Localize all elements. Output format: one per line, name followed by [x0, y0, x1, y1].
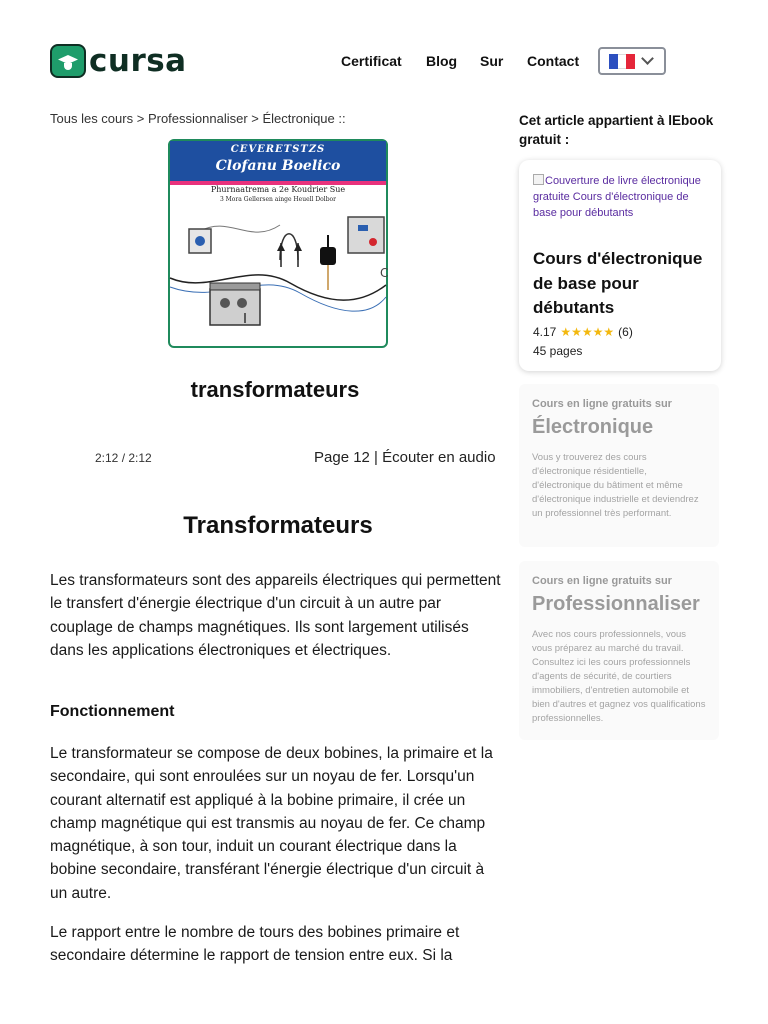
- course-category-label: Cours en ligne gratuits sur: [532, 398, 672, 410]
- page-title: Transformateurs: [183, 512, 373, 539]
- ebook-cover-image: [168, 139, 388, 348]
- ebook-cover-image[interactable]: [533, 173, 713, 221]
- course-category-title[interactable]: Électronique: [532, 416, 654, 438]
- audio-player-time[interactable]: 2:12 / 2:12: [95, 451, 152, 465]
- lesson-title-small: transformateurs: [190, 377, 360, 402]
- cover-title-line1: CEVERETSTZS: [230, 144, 326, 155]
- paragraph-ratio: Le rapport entre le nombre de tours des bobines primaire et secondaire détermine le rapport de tension entre eux. Si la: [50, 924, 460, 965]
- cursa-logo[interactable]: [50, 44, 187, 78]
- svg-text:C: C: [380, 266, 389, 280]
- breadcrumb-electronique[interactable]: Électronique ::: [262, 111, 346, 126]
- cover-title-band: [170, 141, 386, 181]
- star-rating-icon: ★★★★★: [560, 325, 615, 339]
- cover-title-line2: Clofanu Boelico: [215, 158, 341, 174]
- breadcrumb-separator: >: [251, 111, 259, 126]
- rating-value: 4.17: [533, 325, 557, 339]
- graduation-cap-icon: [50, 44, 86, 78]
- ebook-image-alt-text: Couverture de livre électronique gratuite Cours d'électronique de base pour débutants: [533, 175, 701, 219]
- site-header: [0, 0, 768, 120]
- ebook-rating: [533, 325, 633, 339]
- nav-contact[interactable]: Contact: [527, 53, 580, 69]
- breadcrumb: [50, 111, 346, 126]
- course-category-professionnaliser[interactable]: [519, 561, 719, 740]
- nav-certificat[interactable]: Certificat: [341, 53, 402, 69]
- course-category-title[interactable]: Professionnaliser: [532, 593, 700, 615]
- section-heading-fonctionnement: Fonctionnement: [50, 703, 175, 720]
- sidebar-heading: Cet article appartient à lEbook gratuit :: [519, 113, 714, 147]
- circuit-illustration: [170, 205, 389, 346]
- cover-subtitle-line2: 3 Mora Gellersen ainge Heuell Dolbor: [219, 196, 337, 203]
- course-category-label: Cours en ligne gratuits sur: [532, 575, 672, 587]
- rating-count: (6): [618, 325, 633, 339]
- course-category-description: Vous y trouverez des cours d'électronique résidentielle, d'électronique du bâtiment et même d'électronique industrielle et deviendrez un professionnel très performant.: [532, 452, 699, 519]
- ebook-title[interactable]: Cours d'électronique de base pour débutants: [533, 249, 703, 317]
- nav-blog[interactable]: Blog: [426, 53, 458, 69]
- nav-sur[interactable]: Sur: [480, 53, 504, 69]
- ebook-page-count: 45 pages: [533, 344, 583, 358]
- listen-audio-link[interactable]: Page 12 | Écouter en audio: [314, 449, 496, 466]
- france-flag-icon: [609, 54, 635, 69]
- course-category-description: Avec nos cours professionnels, vous vous préparez au marché du travail. Consultez ici les cours professionnels d'agents de sécurité, de courtiers immobiliers, d'entretien automobile et bien d'autres et gagnez vos qualifications professionnelles.: [532, 629, 706, 724]
- logo-text: cursa: [89, 42, 187, 79]
- chevron-down-icon: [641, 52, 654, 65]
- ebook-card[interactable]: [519, 160, 721, 371]
- language-selector[interactable]: [598, 47, 666, 75]
- paragraph-intro: Les transformateurs sont des appareils électriques qui permettent le transfert d'énergie électrique d'un circuit à un autre par couplage de champs magnétiques. Ils sont largement utilisés dans les applications électroniques et électriques.: [50, 572, 501, 659]
- breadcrumb-professionnaliser[interactable]: Professionnaliser: [147, 111, 248, 126]
- breadcrumb-all-courses[interactable]: Tous les cours: [50, 111, 134, 126]
- broken-image-icon: [533, 174, 544, 185]
- breadcrumb-separator: >: [136, 111, 145, 126]
- cover-subtitle-line1: Phurnaatrema a 2e Koudrier Sue: [210, 185, 346, 194]
- course-category-electronique[interactable]: [519, 384, 719, 547]
- paragraph-fonctionnement: Le transformateur se compose de deux bobines, la primaire et la secondaire, qui sont enroulées sur un noyau de fer. Lorsqu'un courant alternatif est appliqué à la bobine primaire, il crée un champ magnétique qui est transmis au noyau de fer. Ce champ magnétique, à son tour, induit un courant électrique dans la bobine secondaire, transférant l'énergie électrique d'un circuit à un autre.: [50, 745, 493, 902]
